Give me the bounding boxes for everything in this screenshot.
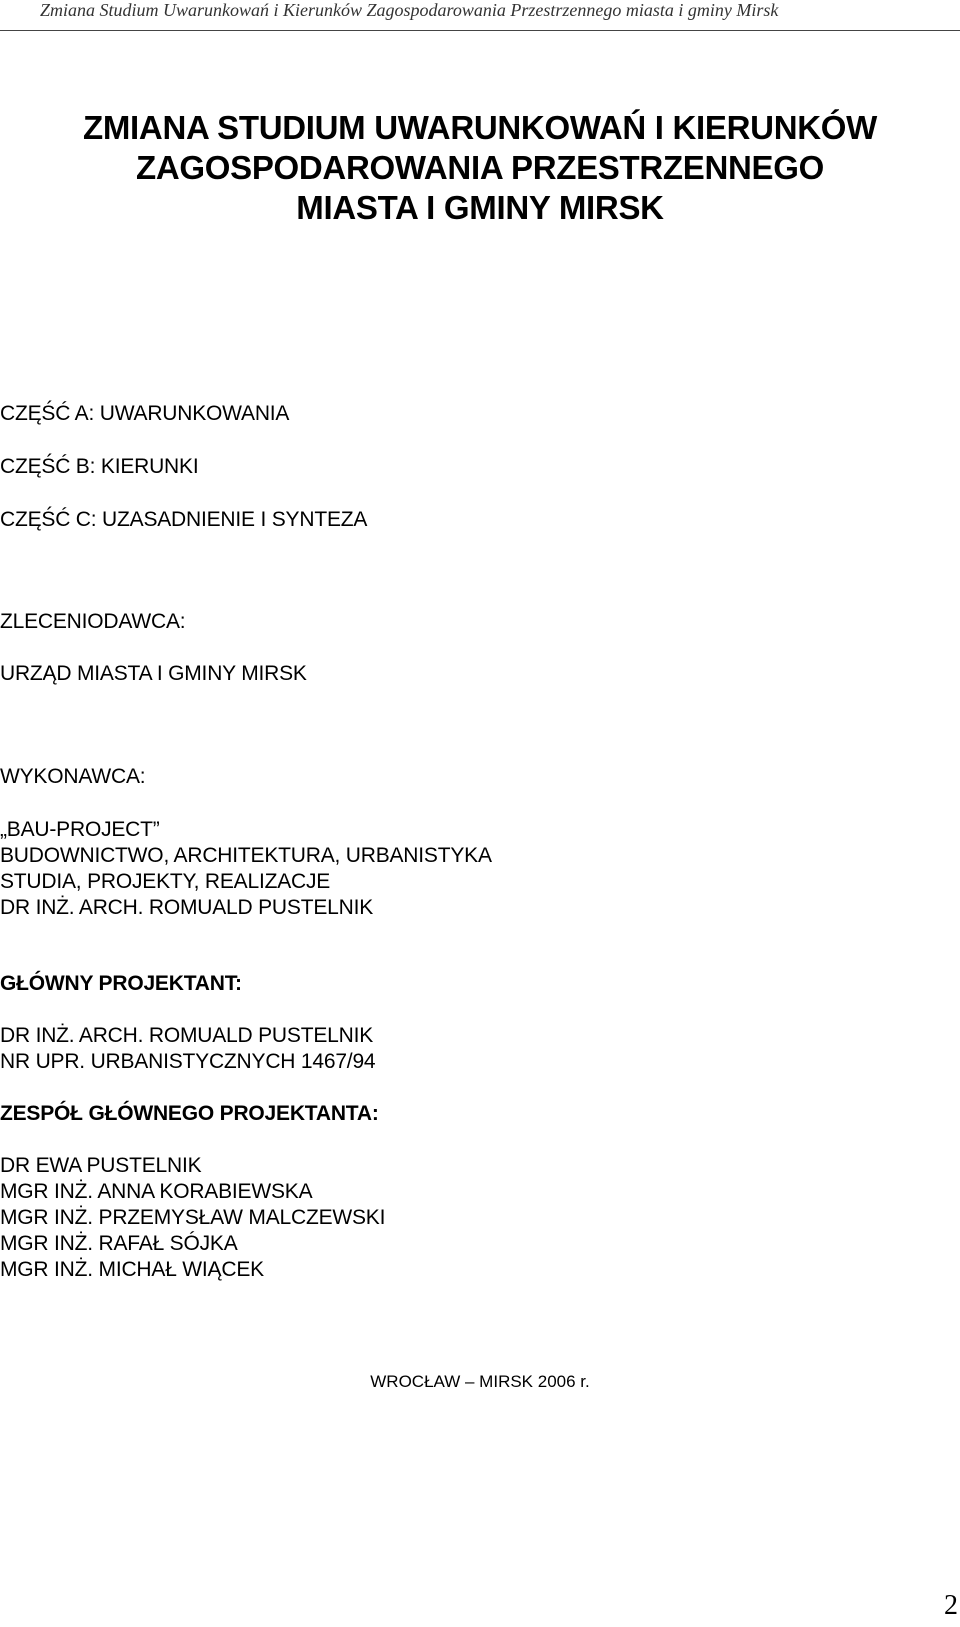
contractor-line: BUDOWNICTWO, ARCHITEKTURA, URBANISTYKA [0, 844, 492, 867]
team-member: MGR INŻ. PRZEMYSŁAW MALCZEWSKI [0, 1206, 386, 1229]
team-members [0, 1153, 385, 1283]
client-value: URZĄD MIASTA I GMINY MIRSK [0, 662, 307, 685]
title-line-2: ZAGOSPODAROWANIA PRZESTRZENNEGO [135, 149, 824, 186]
part-a: CZĘŚĆ A: UWARUNKOWANIA [0, 402, 290, 425]
contractor-details [0, 817, 492, 921]
client-label: ZLECENIODAWCA: [0, 610, 186, 633]
place-and-date: WROCŁAW – MIRSK 2006 r. [370, 1372, 590, 1391]
team-member: MGR INŻ. MICHAŁ WIĄCEK [0, 1258, 264, 1281]
running-header: Zmiana Studium Uwarunkowań i Kierunków Zagospodarowania Przestrzennego miasta i gminy Mirsk [40, 0, 779, 20]
chief-designer-line: NR UPR. URBANISTYCZNYCH 1467/94 [0, 1050, 376, 1073]
chief-designer-line: DR INŻ. ARCH. ROMUALD PUSTELNIK [0, 1024, 374, 1047]
header-divider [0, 30, 960, 31]
part-b: CZĘŚĆ B: KIERUNKI [0, 455, 199, 478]
contractor-label: WYKONAWCA: [0, 765, 146, 788]
team-member: DR EWA PUSTELNIK [0, 1154, 202, 1177]
team-label: ZESPÓŁ GŁÓWNEGO PROJEKTANTA: [0, 1102, 379, 1125]
document-title [0, 108, 960, 228]
title-line-1: ZMIANA STUDIUM UWARUNKOWAŃ I KIERUNKÓW [83, 109, 877, 146]
team-member: MGR INŻ. ANNA KORABIEWSKA [0, 1180, 313, 1203]
chief-designer-label: GŁÓWNY PROJEKTANT: [0, 972, 242, 995]
team-member: MGR INŻ. RAFAŁ SÓJKA [0, 1232, 238, 1255]
contractor-line: „BAU-PROJECT” [0, 818, 160, 841]
contractor-line: DR INŻ. ARCH. ROMUALD PUSTELNIK [0, 896, 374, 919]
page-number: 2 [944, 1590, 958, 1621]
contractor-line: STUDIA, PROJEKTY, REALIZACJE [0, 870, 331, 893]
part-c: CZĘŚĆ C: UZASADNIENIE I SYNTEZA [0, 508, 368, 531]
title-line-3: MIASTA I GMINY MIRSK [296, 189, 664, 226]
chief-designer-details [0, 1023, 375, 1075]
